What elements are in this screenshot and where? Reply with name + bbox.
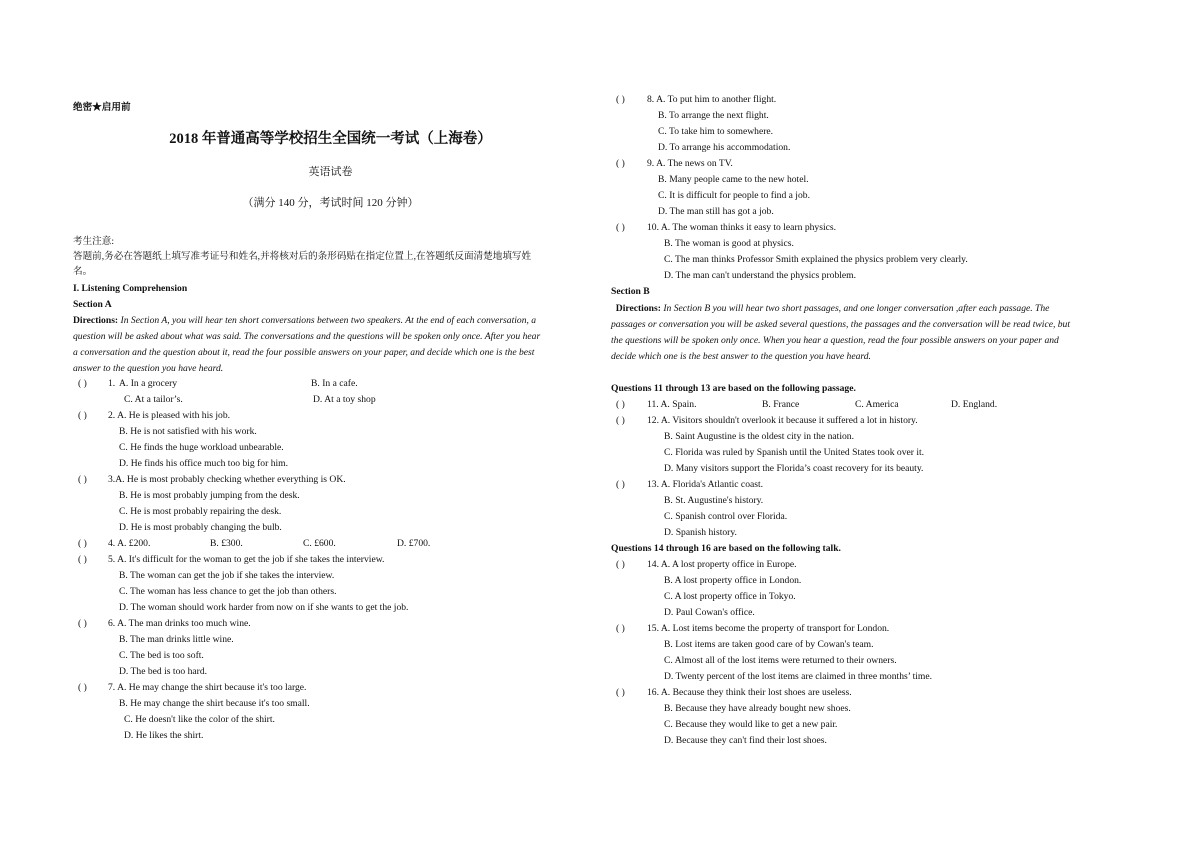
- option-a: 3.A. He is most probably checking whether everything is OK.: [108, 474, 346, 485]
- option-c: C. It is difficult for people to find a job.: [658, 190, 810, 201]
- section-b-directions-line-4: decide which one is the best answer to the question you have heard.: [611, 351, 871, 362]
- option-a: A. In a grocery: [119, 378, 178, 389]
- option-d: D. Many visitors support the Florida’s coast recovery for its beauty.: [664, 463, 924, 474]
- option-a: 7. A. He may change the shirt because it's too large.: [108, 682, 307, 693]
- option-c: C. At a tailor’s.: [124, 394, 183, 405]
- directions-label: Directions:: [73, 315, 119, 326]
- answer-bracket[interactable]: ( ): [78, 378, 87, 389]
- answer-bracket[interactable]: ( ): [78, 410, 87, 421]
- directions-text: In Section A, you will hear ten short conversations between two speakers. At the end of each conversation, a: [120, 315, 537, 326]
- answer-bracket[interactable]: ( ): [78, 554, 87, 565]
- option-b: B. Because they have already bought new shoes.: [664, 703, 851, 714]
- section-a-directions-line-4: answer to the question you have heard.: [73, 363, 224, 374]
- option-d: D. Because they can't find their lost shoes.: [664, 735, 827, 746]
- option-b: B. The woman can get the job if she takes the interview.: [119, 570, 335, 581]
- answer-bracket[interactable]: ( ): [616, 158, 625, 169]
- directions-label: Directions:: [615, 303, 661, 314]
- option-b: B. France: [762, 399, 800, 410]
- answer-bracket[interactable]: ( ): [616, 623, 625, 634]
- answer-bracket[interactable]: ( ): [78, 538, 87, 549]
- notice-line-1: 答题前,务必在答题纸上填写准考证号和姓名,并将核对后的条形码贴在指定位置上,在答题纸反面清楚地填写姓: [73, 251, 532, 262]
- section-b-heading: Section B: [611, 286, 650, 297]
- option-b: B. Many people came to the new hotel.: [658, 174, 809, 185]
- notice-line-2: 名。: [73, 266, 93, 277]
- answer-bracket[interactable]: ( ): [78, 474, 87, 485]
- section-b-directions-line-2: passages or conversation you will be asked several questions, the passages and the conversation will be read twice, but: [611, 319, 1071, 330]
- option-b: B. The woman is good at physics.: [664, 238, 794, 249]
- exam-limits: （满分 140 分，考试时间 120 分钟）: [242, 197, 419, 209]
- option-b: B. Lost items are taken good care of by Cowan's team.: [664, 639, 874, 650]
- section-b-directions-line-1: [611, 302, 1127, 315]
- directions-text: In Section B you will hear two short passages, and one longer conversation ,after each passage. The: [663, 303, 1050, 314]
- option-c: C. He is most probably repairing the desk.: [119, 506, 282, 517]
- answer-bracket[interactable]: ( ): [616, 399, 625, 410]
- section-b-directions-line-3: the questions will be spoken only once. When you hear a question, read the four possible answers on your paper and: [611, 335, 1059, 346]
- option-c: C. The woman has less chance to get the job than others.: [119, 586, 337, 597]
- option-d: D. To arrange his accommodation.: [658, 142, 791, 153]
- option-c: C. The man thinks Professor Smith explained the physics problem very clearly.: [664, 254, 968, 265]
- option-b: B. St. Augustine's history.: [664, 495, 764, 506]
- section-a-directions-line-3: a conversation and the question about it, read the four possible answers on your paper, and decide which one is the best: [73, 347, 535, 358]
- option-c: C. Almost all of the lost items were returned to their owners.: [664, 655, 897, 666]
- option-a: 10. A. The woman thinks it easy to learn physics.: [647, 222, 837, 233]
- option-d: D. The woman should work harder from now on if she wants to get the job.: [119, 602, 409, 613]
- option-a: 13. A. Florida's Atlantic coast.: [647, 479, 764, 490]
- option-c: C. To take him to somewhere.: [658, 126, 774, 137]
- option-b: B. He is most probably jumping from the desk.: [119, 490, 300, 501]
- section-a-directions-line-2: question will be asked about what was said. The conversations and the questions will be spoken only once. After you hear: [73, 331, 541, 342]
- option-d: D. Spanish history.: [664, 527, 737, 538]
- option-d: D. The bed is too hard.: [119, 666, 208, 677]
- option-a: 16. A. Because they think their lost shoes are useless.: [647, 687, 852, 698]
- option-d: D. Paul Cowan's office.: [664, 607, 755, 618]
- option-c: C. Because they would like to get a new pair.: [664, 719, 838, 730]
- section-a-directions-line-1: [73, 314, 536, 327]
- option-a: 11. A. Spain.: [647, 399, 697, 410]
- option-a: 15. A. Lost items become the property of transport for London.: [647, 623, 890, 634]
- option-b: B. Saint Augustine is the oldest city in the nation.: [664, 431, 854, 442]
- option-b: B. The man drinks little wine.: [119, 634, 234, 645]
- answer-bracket[interactable]: ( ): [616, 559, 625, 570]
- option-c: C. He finds the huge workload unbearable.: [119, 442, 284, 453]
- part-heading: I. Listening Comprehension: [73, 283, 188, 294]
- option-c: C. Spanish control over Florida.: [664, 511, 788, 522]
- question-group-heading: Questions 14 through 16 are based on the following talk.: [611, 543, 841, 554]
- option-d: D. Twenty percent of the lost items are claimed in three months’ time.: [664, 671, 933, 682]
- option-b: B. A lost property office in London.: [664, 575, 802, 586]
- option-c: C. A lost property office in Tokyo.: [664, 591, 796, 602]
- option-d: D. The man can't understand the physics problem.: [664, 270, 857, 281]
- notice-label: 考生注意:: [73, 236, 115, 247]
- option-d: D. He likes the shirt.: [124, 730, 204, 741]
- answer-bracket[interactable]: ( ): [78, 682, 87, 693]
- option-c: C. The bed is too soft.: [119, 650, 204, 661]
- answer-bracket[interactable]: ( ): [78, 618, 87, 629]
- question-group-heading: Questions 11 through 13 are based on the following passage.: [611, 383, 856, 394]
- option-d: D. £700.: [397, 538, 431, 549]
- option-d: D. He is most probably changing the bulb.: [119, 522, 282, 533]
- answer-bracket[interactable]: ( ): [616, 222, 625, 233]
- exam-subject: 英语试卷: [308, 166, 353, 178]
- option-b: B. In a cafe.: [311, 378, 358, 389]
- exam-title: 2018 年普通高等学校招生全国统一考试（上海卷）: [169, 131, 492, 147]
- option-a: 8. A. To put him to another flight.: [647, 94, 777, 105]
- option-c: C. £600.: [303, 538, 336, 549]
- option-a: 2. A. He is pleased with his job.: [108, 410, 231, 421]
- answer-bracket[interactable]: ( ): [616, 94, 625, 105]
- option-c: C. He doesn't like the color of the shirt.: [124, 714, 275, 725]
- option-d: D. The man still has got a job.: [658, 206, 774, 217]
- option-a: 4. A. £200.: [108, 538, 151, 549]
- answer-bracket[interactable]: ( ): [616, 415, 625, 426]
- option-b: B. He may change the shirt because it's too small.: [119, 698, 310, 709]
- answer-bracket[interactable]: ( ): [616, 687, 625, 698]
- option-b: B. £300.: [210, 538, 243, 549]
- option-a: 6. A. The man drinks too much wine.: [108, 618, 251, 629]
- answer-bracket[interactable]: ( ): [616, 479, 625, 490]
- option-b: B. He is not satisfied with his work.: [119, 426, 257, 437]
- option-d: D. At a toy shop: [313, 394, 376, 405]
- option-a: 14. A. A lost property office in Europe.: [647, 559, 797, 570]
- option-d: D. He finds his office much too big for him.: [119, 458, 289, 469]
- option-a: 5. A. It's difficult for the woman to get the job if she takes the interview.: [108, 554, 385, 565]
- option-a: 9. A. The news on TV.: [647, 158, 733, 169]
- question-number: 1.: [108, 378, 116, 389]
- option-d: D. England.: [951, 399, 998, 410]
- option-c: C. America: [855, 399, 899, 410]
- option-a: 12. A. Visitors shouldn't overlook it because it suffered a lot in history.: [647, 415, 918, 426]
- secret-label: 绝密★启用前: [73, 102, 131, 113]
- section-a-heading: Section A: [73, 299, 112, 310]
- option-b: B. To arrange the next flight.: [658, 110, 769, 121]
- option-c: C. Florida was ruled by Spanish until the United States took over it.: [664, 447, 925, 458]
